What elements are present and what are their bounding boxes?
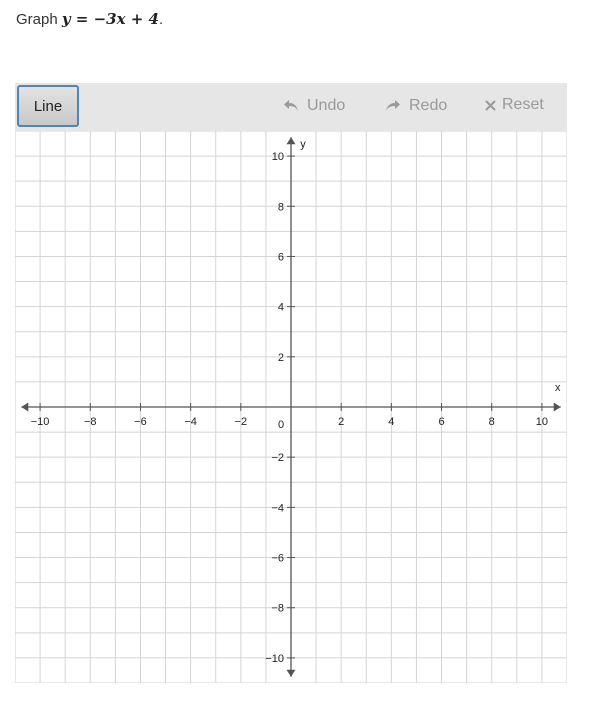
- y-tick-label: −8: [271, 602, 284, 615]
- undo-label: Undo: [307, 97, 346, 114]
- x-axis-left-arrow-icon: [21, 403, 28, 412]
- y-tick-label: −10: [265, 652, 284, 665]
- x-tick-label: 6: [438, 416, 445, 428]
- y-tick-label: 6: [277, 251, 284, 264]
- x-tick-label: −10: [30, 416, 50, 428]
- coordinate-grid[interactable]: [15, 131, 567, 683]
- reset-label: Reset: [502, 96, 544, 113]
- redo-label: Redo: [409, 97, 448, 114]
- x-axis-right-arrow-icon: [554, 403, 561, 412]
- y-axis-down-arrow-icon: [287, 670, 296, 677]
- x-axis-label: x: [554, 382, 561, 394]
- undo-button[interactable]: [283, 97, 345, 115]
- x-tick-label: −4: [184, 416, 197, 428]
- x-tick-label: 4: [388, 416, 395, 428]
- axes: [21, 137, 560, 676]
- origin-label: 0: [277, 419, 285, 431]
- x-tick-label: −8: [83, 416, 97, 428]
- x-tick-label: −6: [134, 416, 147, 428]
- x-tick-label: 10: [535, 416, 549, 428]
- graph-toolbar: [15, 83, 567, 131]
- close-x-icon: [485, 100, 496, 111]
- x-tick-label: 2: [338, 416, 345, 428]
- reset-button[interactable]: [485, 96, 544, 114]
- y-tick-label: 2: [277, 351, 284, 364]
- y-axis-label: y: [300, 138, 306, 151]
- y-axis-up-arrow-icon: [287, 137, 296, 144]
- equation: y = −3x + 4: [61, 10, 159, 28]
- line-tool-button[interactable]: Line: [17, 85, 79, 127]
- tick-labels: [31, 138, 561, 665]
- undo-arrow-icon: [283, 99, 299, 113]
- redo-button[interactable]: [385, 97, 447, 115]
- prompt-suffix: .: [159, 11, 164, 28]
- y-tick-label: 10: [271, 151, 284, 164]
- x-tick-label: −2: [234, 416, 248, 428]
- x-tick-label: 8: [488, 416, 495, 428]
- y-tick-label: −2: [271, 452, 284, 465]
- y-tick-label: −4: [271, 502, 284, 515]
- y-tick-label: 8: [277, 201, 284, 214]
- y-tick-label: 4: [277, 301, 284, 314]
- redo-arrow-icon: [385, 99, 401, 113]
- y-tick-label: −6: [271, 552, 284, 565]
- prompt-prefix: Graph: [16, 11, 62, 28]
- question-prompt: [16, 10, 163, 28]
